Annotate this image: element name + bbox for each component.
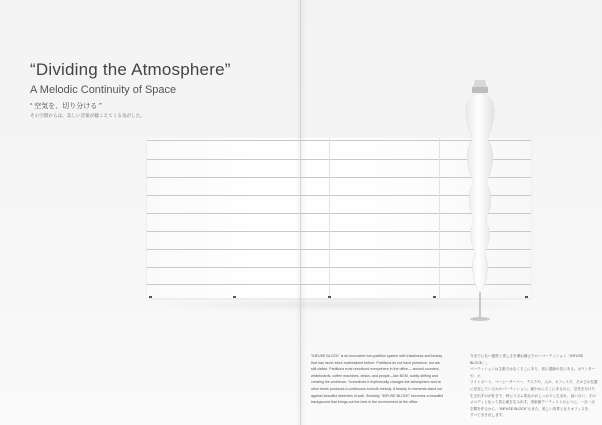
wall-foot: [433, 296, 436, 298]
body-line: すべて引き出します。: [470, 413, 506, 418]
wall-panel-seam: [329, 138, 330, 298]
body-line: other times produces a continuous smooth melody. A beauty in moments stand out: [311, 386, 443, 391]
wall-panel-seam: [439, 138, 440, 298]
subheadline: A Melodic Continuity of Space: [30, 84, 177, 96]
body-line: against beautiful stretches of wall. Similarly, “INFUSE BLOCK” becomes a beautiful: [311, 393, 444, 398]
body-line: “INFUSE BLOCK” is an innovative low-partition system with installness and beauty: [311, 354, 443, 358]
body-line: 空間を作るから、“INFUSE BLOCK”もまた、美しい背景となりオフィスを、: [470, 406, 592, 411]
body-line: メロディとなって居心地を生み出す。美術館アーティストのように、一点一点: [470, 400, 595, 405]
wall-foot: [149, 296, 152, 298]
body-line: 生き出すのが好きで、時にリズム的なのがしっかりと生まれ、結い合い、その: [470, 393, 596, 398]
body-line: creating the ambience. Sometimes it rhythmically changes the atmosphere and at: [311, 380, 441, 385]
gutter-shadow: [296, 0, 306, 425]
body-line: background that brings out the best in the environment at the office.: [311, 400, 419, 405]
body-line: still visible. Partitions exist unnoticed everywhere in the office— around counters,: [311, 367, 440, 372]
wall-foot: [525, 296, 528, 298]
english-body-text: [311, 353, 461, 406]
japanese-subheading: その空間からは、美しい音楽が聴こえてくる気がした。: [30, 113, 145, 118]
body-line: に存在しているかのパーティション。緩やかにそこにあるのに、空気を分けた: [470, 386, 596, 391]
body-line: whiteboards, coffee machines, desks, and people—like BGM, subtly drifting and: [311, 373, 438, 378]
japanese-heading: “ 空気を、切り分ける ”: [30, 103, 102, 110]
headline: “Dividing the Atmosphere”: [30, 60, 231, 79]
floor-lamp-illustration: [456, 80, 504, 330]
body-line: 今までにない強度と美しさを兼ね備えたローパーティション「INFUSE BLOCK」。: [470, 354, 584, 365]
body-line: that has never been materialized before. Partitions do not have presence, but are: [311, 360, 441, 365]
wall-foot: [233, 296, 236, 298]
body-line: パーティションは主張ではなくそこにあり、常に視線の先にある。カウンターや、ホ: [470, 367, 596, 378]
japanese-body-text: [470, 353, 598, 419]
body-line: ワイトボード、コーヒーサーバー、デスクや、人の、オフィスで、そのどの位置: [470, 380, 598, 385]
page-gutter: [300, 0, 301, 425]
wall-foot: [328, 296, 331, 298]
